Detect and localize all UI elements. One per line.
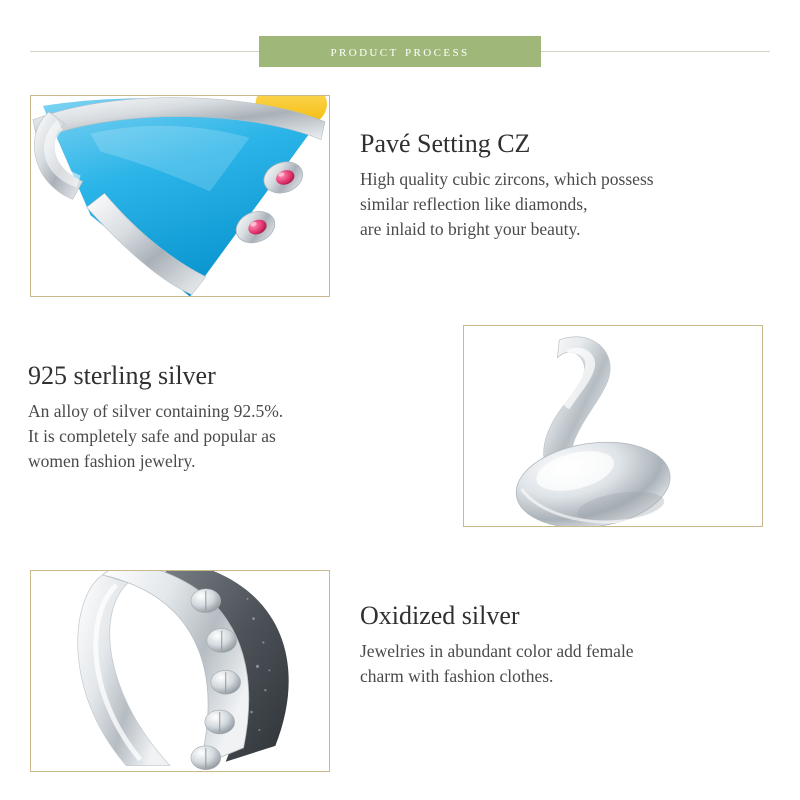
body-line: charm with fashion clothes.	[360, 665, 554, 686]
block-body-oxidized-silver	[360, 639, 780, 690]
sterling-silver-illustration	[464, 326, 762, 527]
body-line: are inlaid to bright your beauty.	[360, 219, 581, 240]
body-line: High quality cubic zircons, which possess	[360, 168, 654, 189]
block-body-pave-setting	[360, 167, 780, 243]
header-banner	[259, 36, 541, 67]
product-image-oxidized-silver	[30, 570, 330, 772]
text-block-sterling-silver	[28, 362, 428, 475]
pave-setting-illustration	[31, 96, 329, 297]
body-line: Jewelries in abundant color add female	[360, 640, 634, 661]
text-block-pave-setting	[360, 130, 780, 243]
page-header	[0, 36, 800, 66]
block-title-sterling-silver: 925 sterling silver	[28, 361, 216, 390]
product-image-pave-setting	[30, 95, 330, 297]
header-banner-label: product process	[330, 42, 470, 60]
block-title-pave-setting: Pavé Setting CZ	[360, 129, 531, 158]
block-title-oxidized-silver: Oxidized silver	[360, 601, 520, 630]
oxidized-silver-illustration	[31, 571, 329, 772]
text-block-oxidized-silver	[360, 602, 780, 689]
block-body-sterling-silver	[28, 399, 428, 475]
body-line: women fashion jewelry.	[28, 451, 196, 472]
body-line: An alloy of silver containing 92.5%.	[28, 400, 284, 421]
body-line: It is completely safe and popular as	[28, 425, 276, 446]
product-image-sterling-silver	[463, 325, 763, 527]
body-line: similar reflection like diamonds,	[360, 193, 588, 214]
